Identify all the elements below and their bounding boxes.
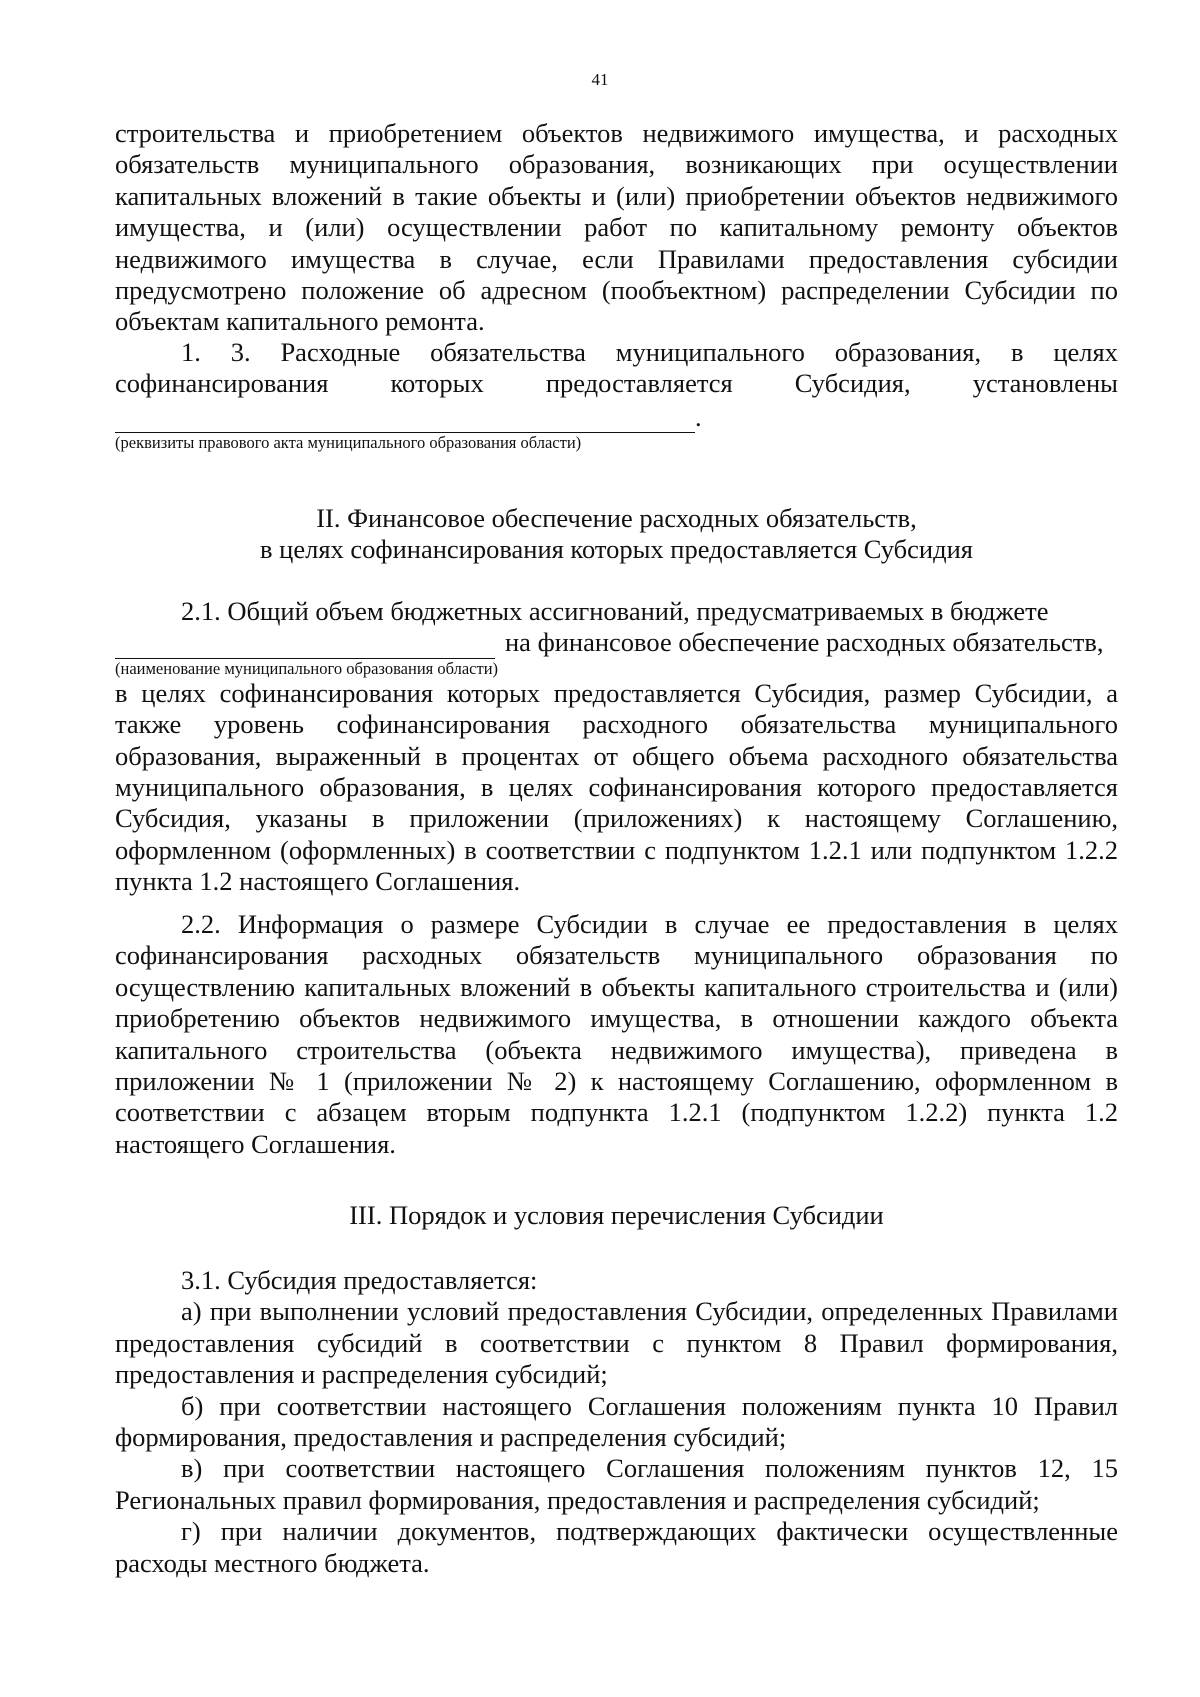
intro-text: строительства и приобретением объектов недвижимого имущества, и расходных обязательств муниципального образования, возникающих при осуществлении капитальных вложений в такие объекты и (или) приобретении объектов недвижимого имущества, и (или) осуществлении работ по капитальному ремонту объектов недвижимого имущества в случае, если Правилами предоставления субсидии предусмотрено положение об адресном (пообъектном) распределении Субсидии по объектам капитального ремонта.	[115, 118, 1118, 337]
clause-1-3-line1	[115, 337, 1118, 368]
paragraph-2-1-rest: в целях софинансирования которых предоставляется Субсидия, размер Субсидии, а также уровень софинансирования расходного обязательства муниципального образования, выраженный в процентах от общего объема расходного обязательства муниципального образования, в целях софинансирования которого предоставляется Субсидия, указаны в приложении (приложениях) к настоящему Соглашению, оформленном (оформленных) в соответствии с подпунктом 1.2.1 или подпунктом 1.2.2 пункта 1.2 настоящего Соглашения.	[115, 677, 1118, 897]
clause-word: 1.	[181, 337, 201, 367]
intro-paragraph	[115, 118, 1118, 338]
paragraph-2-1-first-line	[115, 596, 1118, 627]
clause-word: целях	[1053, 337, 1118, 367]
paragraph-2-1-first-text: 2.1. Общий объем бюджетных ассигнований, предусматриваемых в бюджете	[181, 596, 1049, 626]
municipality-caption: (наименование муниципального образования области)	[115, 658, 499, 678]
paragraph-2-2	[115, 909, 1118, 1160]
clause-word: 3.	[230, 337, 251, 367]
section-3-heading-text: III. Порядок и условия перечисления Субсидии	[349, 1200, 884, 1230]
paragraph-2-2-text: 2.2. Информация о размере Субсидии в случае ее предоставления в целях софинансирования расходных обязательств муниципального образования по осуществлению капитальных вложений в объекты капитального строительства и (или) приобретению объектов недвижимого имущества, в отношении каждого объекта капитального строительства (объекта недвижимого имущества), приведена в приложении № 1 (приложении № 2) к настоящему Соглашению, оформленном в соответствии с абзацем вторым подпункта 1.2.1 (подпунктом 1.2.2) пункта 1.2 настоящего Соглашения.	[115, 909, 1118, 1159]
clause-word: Расходные	[280, 337, 401, 367]
list-item-a: а) при выполнении условий предоставления Субсидии, определенных Правилами предоставления субсидий в соответствии с пунктом 8 Правил формирования, предоставления и распределения субсидий;	[115, 1296, 1118, 1390]
blank-period: .	[695, 401, 702, 432]
clause-word: установлены	[972, 368, 1118, 399]
clause-word: предоставляется	[545, 368, 733, 399]
section-2-heading	[115, 503, 1118, 566]
page-number: 41	[591, 70, 609, 89]
list-item-b: б) при соответствии настоящего Соглашения положениям пункта 10 Правил формирования, предоставления и распределения субсидий;	[115, 1390, 1118, 1453]
clause-1-3-line2	[115, 368, 1118, 399]
paragraph-2-1	[115, 596, 1118, 898]
clause-word: образования,	[834, 337, 982, 367]
clause-word: Субсидия,	[794, 368, 911, 399]
paragraph-3-1	[115, 1265, 1118, 1579]
section-2-heading-line2: в целях софинансирования которых предоставляется Субсидия	[260, 534, 973, 565]
legal-act-blank-row	[115, 402, 1118, 433]
municipality-blank-row	[115, 627, 1118, 658]
clause-word: которых	[390, 368, 484, 399]
municipality-blank-line	[115, 632, 495, 659]
legal-act-blank-line	[115, 406, 695, 433]
paragraph-2-1-after-blank: на финансовое обеспечение расходных обязательств,	[505, 627, 1104, 658]
legal-act-caption: (реквизиты правового акта муниципального образования области)	[115, 433, 582, 453]
section-2-heading-line1: II. Финансовое обеспечение расходных обязательств,	[316, 503, 917, 533]
clause-word: муниципального	[615, 337, 805, 367]
list-item-g: г) при наличии документов, подтверждающих фактически осуществленные расходы местного бюджета.	[115, 1516, 1118, 1578]
clause-1-3	[115, 337, 1118, 452]
clause-word: обязательства	[430, 337, 586, 367]
list-item-v: в) при соответствии настоящего Соглашения положениям пунктов 12, 15 Региональных правил формирования, предоставления и распределения субсидий;	[115, 1453, 1118, 1515]
clause-word: в	[1010, 337, 1024, 367]
paragraph-3-1-intro: 3.1. Субсидия предоставляется:	[181, 1265, 538, 1295]
section-3-heading	[115, 1200, 1118, 1231]
clause-word: софинансирования	[115, 368, 329, 399]
